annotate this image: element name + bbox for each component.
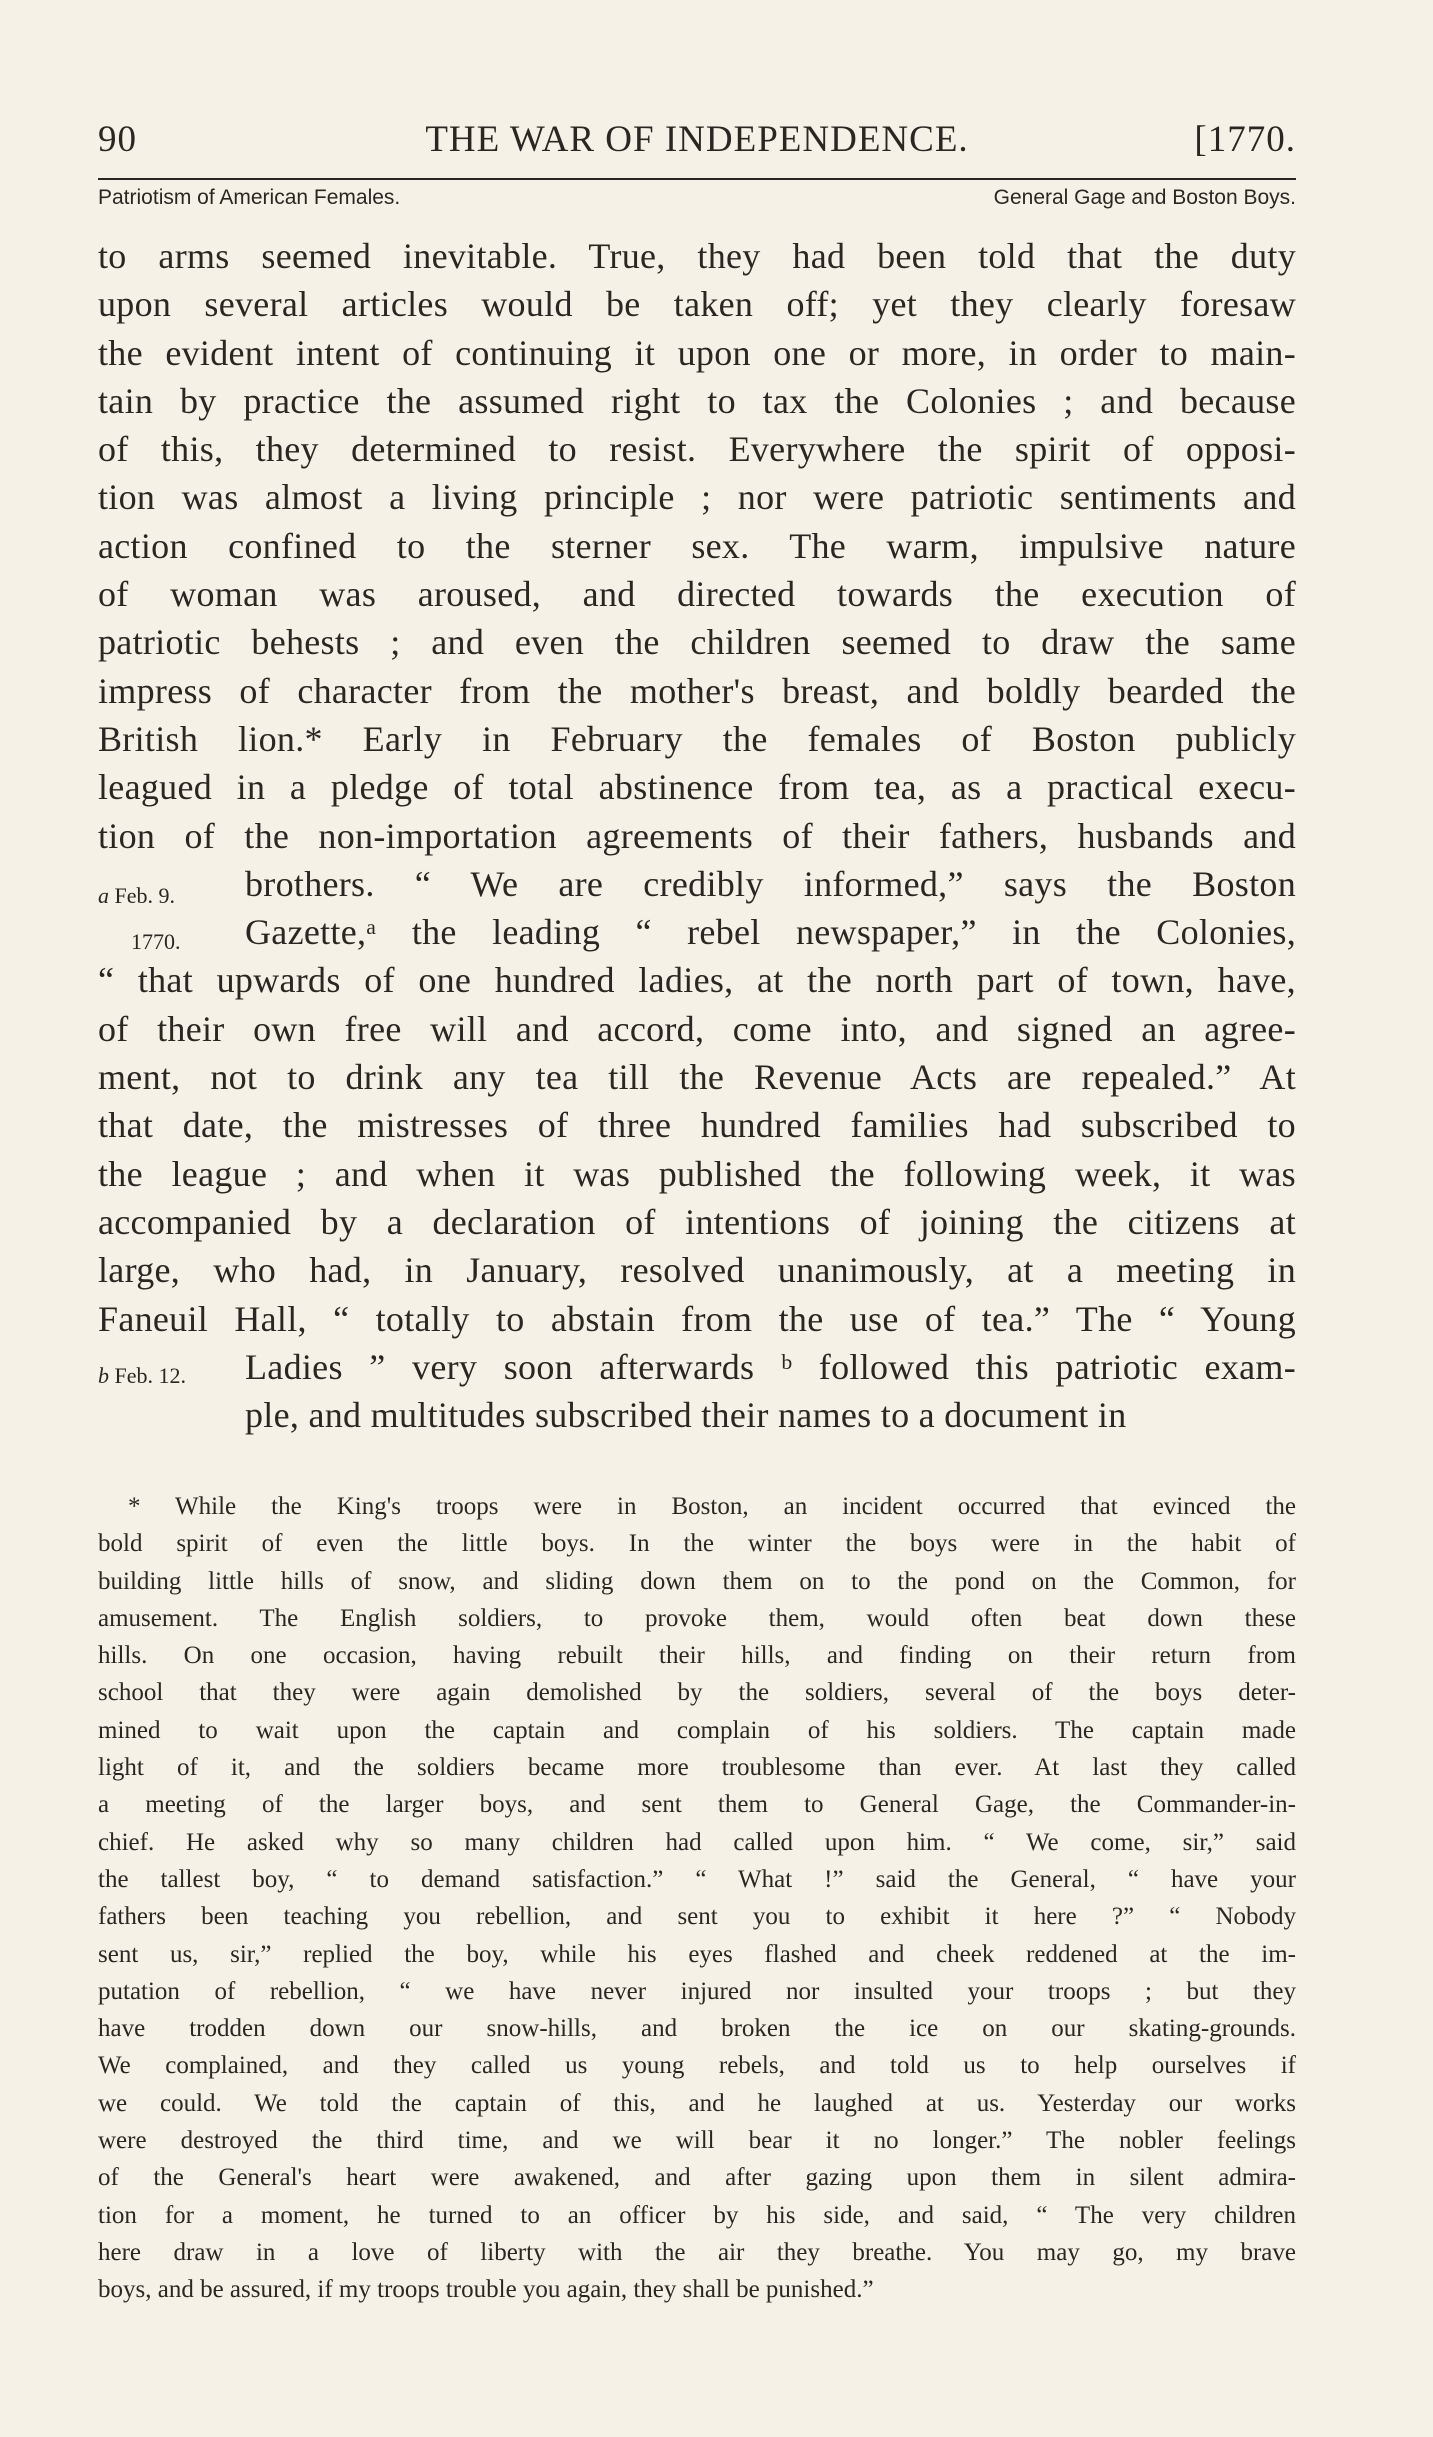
text-line: of woman was aroused, and directed towards the execution of xyxy=(98,574,1296,615)
text-line: Faneuil Hall, “ totally to abstain from the use of tea.” The “ Young xyxy=(98,1298,1296,1339)
text-line: the evident intent of continuing it upon one or more, in order to main- xyxy=(98,332,1296,373)
running-head xyxy=(98,118,1296,174)
text-line: the league ; and when it was published the following week, it was xyxy=(98,1153,1296,1194)
text-line: patriotic behests ; and even the children seemed to draw the same xyxy=(98,622,1296,663)
subhead-left: Patriotism of American Females. xyxy=(98,186,401,209)
page-number: 90 xyxy=(98,119,137,160)
text-line: tion of the non-importation agreements of their fathers, husbands and xyxy=(98,815,1296,856)
footnote-line: mined to wait upon the captain and complain of his soldiers. The captain made xyxy=(98,1716,1296,1744)
footnote-line: light of it, and the soldiers became more troublesome than ever. At last they called xyxy=(98,1754,1296,1782)
footnote-line: tion for a moment, he turned to an officer by his side, and said, “ The very children xyxy=(98,2201,1296,2229)
text-line: tion was almost a living principle ; nor were patriotic sentiments and xyxy=(98,477,1296,518)
subhead xyxy=(98,186,1296,220)
text-line: large, who had, in January, resolved unanimously, at a meeting in xyxy=(98,1250,1296,1291)
text-line: leagued in a pledge of total abstinence from tea, as a practical execu- xyxy=(98,767,1296,808)
footnote-line: a meeting of the larger boys, and sent them to General Gage, the Commander-in- xyxy=(98,1791,1296,1819)
margin-note-b-ref: b xyxy=(98,1363,109,1388)
text-line: brothers. “ We are credibly informed,” says the Boston xyxy=(245,863,1296,904)
margin-note-b xyxy=(98,1363,186,1389)
margin-note-b-date: Feb. 12. xyxy=(114,1363,186,1388)
footnote-line: the tallest boy, “ to demand satisfaction.” “ What !” said the General, “ have your xyxy=(98,1865,1296,1893)
text-line: British lion.* Early in February the females of Boston publicly xyxy=(98,718,1296,759)
footnote-line: boys, and be assured, if my troops trouble you again, they shall be punished.” xyxy=(98,2276,874,2304)
footnote-line: sent us, sir,” replied the boy, while his eyes flashed and cheek reddened at the im- xyxy=(98,1940,1296,1968)
header-year: [1770. xyxy=(1194,119,1296,160)
margin-note-a-year xyxy=(131,929,181,955)
text-line: ment, not to drink any tea till the Revenue Acts are repealed.” At xyxy=(98,1057,1296,1098)
footnote-line: building little hills of snow, and sliding down them on to the pond on the Common, for xyxy=(98,1567,1296,1595)
footnote-line: chief. He asked why so many children had called upon him. “ We come, sir,” said xyxy=(98,1828,1296,1856)
footnote-line: amusement. The English soldiers, to provoke them, would often beat down these xyxy=(98,1604,1296,1632)
text-line: of their own free will and accord, come into, and signed an agree- xyxy=(98,1008,1296,1049)
footnote-line: we could. We told the captain of this, and he laughed at us. Yesterday our works xyxy=(98,2089,1296,2117)
text-line: Gazette,ᵃ the leading “ rebel newspaper,” in the Colonies, xyxy=(245,912,1296,953)
text-line: “ that upwards of one hundred ladies, at the north part of town, have, xyxy=(98,960,1296,1001)
text-line: action confined to the sterner sex. The warm, impulsive nature xyxy=(98,525,1296,566)
text-line: to arms seemed inevitable. True, they had been told that the duty xyxy=(98,236,1296,276)
footnote-line: here draw in a love of liberty with the air they breathe. You may go, my brave xyxy=(98,2238,1296,2266)
text-line: tain by practice the assumed right to tax the Colonies ; and because xyxy=(98,380,1296,421)
text-line: upon several articles would be taken off; yet they clearly foresaw xyxy=(98,284,1296,325)
text-line: that date, the mistresses of three hundred families had subscribed to xyxy=(98,1105,1296,1146)
text-line: accompanied by a declaration of intentions of joining the citizens at xyxy=(98,1201,1296,1242)
header-rule xyxy=(98,178,1296,180)
margin-note-a-year-text: 1770. xyxy=(131,929,181,954)
text-line: of this, they determined to resist. Everywhere the spirit of opposi- xyxy=(98,429,1296,470)
footnote-line: were destroyed the third time, and we will bear it no longer.” The nobler feelings xyxy=(98,2127,1296,2155)
footnote-line: hills. On one occasion, having rebuilt their hills, and finding on their return from xyxy=(98,1642,1296,1670)
footnote-line: fathers been teaching you rebellion, and sent you to exhibit it here ?” “ Nobody xyxy=(98,1903,1296,1931)
text-line: Ladies ” very soon afterwards ᵇ followed this patriotic exam- xyxy=(245,1346,1296,1387)
footnote-line: bold spirit of even the little boys. In the winter the boys were in the habit of xyxy=(98,1530,1296,1558)
text-line: impress of character from the mother's breast, and boldly bearded the xyxy=(98,670,1296,711)
margin-note-a-date: Feb. 9. xyxy=(114,883,175,908)
footnote-line: school that they were again demolished by the soldiers, several of the boys deter- xyxy=(98,1679,1296,1707)
margin-note-a-ref: a xyxy=(98,883,109,908)
footnote xyxy=(98,1488,1296,2309)
book-title: THE WAR OF INDEPENDENCE. xyxy=(425,119,969,160)
margin-note-a xyxy=(98,883,175,909)
text-line: ple, and multitudes subscribed their names to a document in xyxy=(245,1395,1127,1436)
footnote-line: of the General's heart were awakened, and after gazing upon them in silent admira- xyxy=(98,2164,1296,2192)
footnote-line: * While the King's troops were in Boston, an incident occurred that evinced the xyxy=(128,1493,1296,1520)
footnote-line: We complained, and they called us young rebels, and told us to help ourselves if xyxy=(98,2052,1296,2080)
footnote-line: have trodden down our snow-hills, and broken the ice on our skating-grounds. xyxy=(98,2015,1296,2043)
main-text xyxy=(98,232,1296,1439)
footnote-line: putation of rebellion, “ we have never injured nor insulted your troops ; but they xyxy=(98,1977,1296,2005)
subhead-right: General Gage and Boston Boys. xyxy=(993,186,1296,209)
